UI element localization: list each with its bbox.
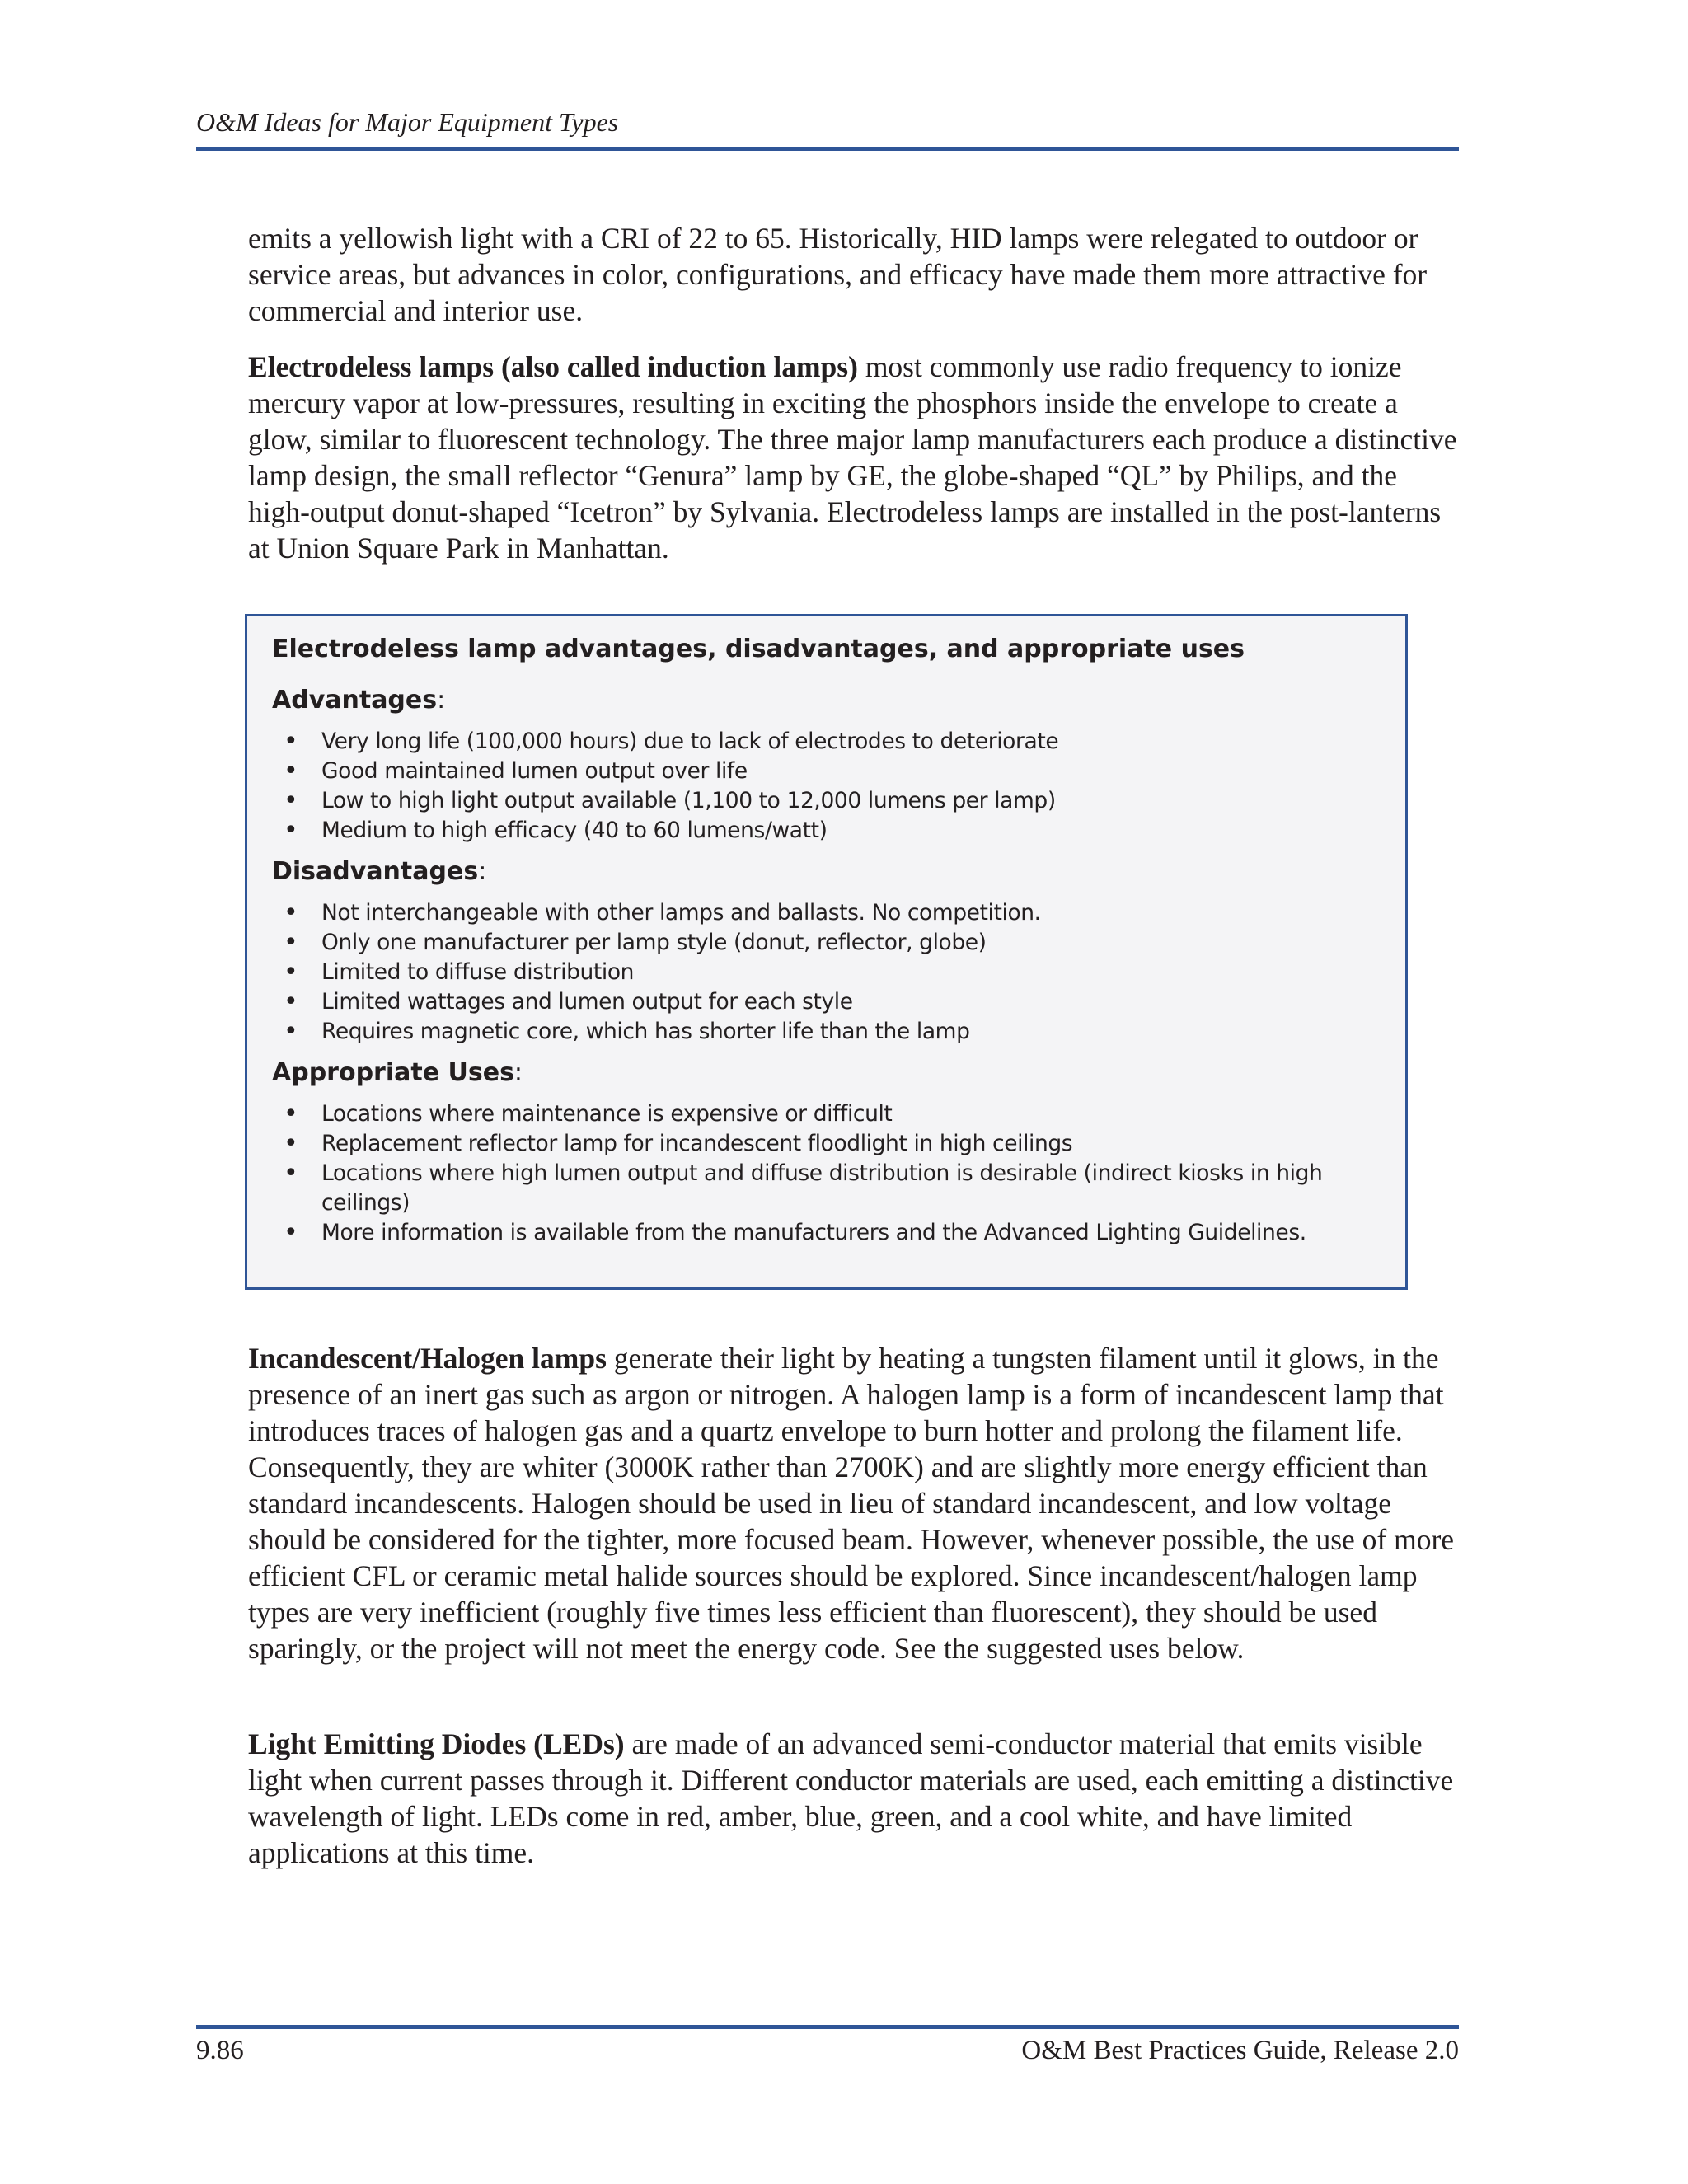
footer-rule [196, 2025, 1459, 2029]
list-item: • Limited to diffuse distribution [272, 958, 1381, 987]
disadvantages-list [272, 898, 1381, 1047]
appropriate-uses-list [272, 1099, 1381, 1248]
appropriate-uses-heading: Appropriate Uses: [272, 1058, 523, 1087]
list-item: • More information is available from the manufacturers and the Advanced Lighting Guidelines. [272, 1218, 1381, 1248]
list-item: • Low to high light output available (1,100 to 12,000 lumens per lamp) [272, 786, 1381, 816]
list-item: • Locations where maintenance is expensive or difficult [272, 1099, 1381, 1129]
callout-title: Electrodeless lamp advantages, disadvantages, and appropriate uses [272, 635, 1245, 663]
paragraph-leds [248, 1726, 1460, 1871]
list-item: • Very long life (100,000 hours) due to lack of electrodes to deteriorate [272, 727, 1381, 757]
list-item: • Replacement reflector lamp for incandescent floodlight in high ceilings [272, 1129, 1381, 1159]
paragraph-hid-continuation [248, 220, 1460, 329]
list-item: • Not interchangeable with other lamps and ballasts. No competition. [272, 898, 1381, 928]
paragraph-text: are made of an advanced semi-conductor material that emits visible light when current passes through it. Different conductor materials are used, each emitting a distinctive wavelength of light. LEDs come in red, amber, blue, green, and a cool white, and have limited applications at this time. [248, 1727, 1454, 1869]
list-item: • Good maintained lumen output over life [272, 757, 1381, 786]
paragraph-incandescent-halogen [248, 1340, 1460, 1666]
disadvantages-heading: Disadvantages: [272, 857, 487, 886]
running-header: O&M Ideas for Major Equipment Types [196, 107, 619, 137]
list-item: • Medium to high efficacy (40 to 60 lumens/watt) [272, 816, 1381, 846]
list-item: • Requires magnetic core, which has shorter life than the lamp [272, 1017, 1381, 1047]
advantages-list [272, 727, 1381, 846]
paragraph-text: emits a yellowish light with a CRI of 22 to 65. Historically, HID lamps were relegated to outdoor or service areas, but advances in color, configurations, and efficacy have made them more attractive for commercial and interior use. [248, 222, 1428, 327]
paragraph-electrodeless [248, 349, 1460, 566]
list-item: • Locations where high lumen output and diffuse distribution is desirable (indirect kiosks in high ceilings) [272, 1159, 1381, 1218]
page-number: 9.86 [196, 2036, 244, 2065]
list-item: • Limited wattages and lumen output for each style [272, 987, 1381, 1017]
paragraph-lead: Incandescent/Halogen lamps [248, 1342, 607, 1375]
paragraph-lead: Electrodeless lamps (also called induction lamps) [248, 350, 858, 383]
header-rule [196, 147, 1459, 151]
paragraph-text: most commonly use radio frequency to ionize mercury vapor at low-pressures, resulting in exciting the phosphors inside the envelope to create a glow, similar to fluorescent technology. The three major lamp manufacturers each produce a distinctive lamp design, the small reflector “Genura” lamp by GE, the globe-shaped “QL” by Philips, and the high-output donut-shaped “Icetron” by Sylvania. Electrodeless lamps are installed in the post-lanterns at Union Square Park in Manhattan. [248, 350, 1457, 565]
paragraph-text: generate their light by heating a tungsten filament until it glows, in the presence of an inert gas such as argon or nitrogen. A halogen lamp is a form of incandescent lamp that introduces traces of halogen gas and a quartz envelope to burn hotter and prolong the filament life. Consequently, they are whiter (3000K rather than 2700K) and are slightly more energy efficient than standard incandescents. Halogen should be used in lieu of standard incandescent, and low voltage should be considered for the tighter, more focused beam. However, whenever possible, the use of more efficient CFL or ceramic metal halide sources should be explored. Since incandescent/halogen lamp types are very inefficient (roughly five times less efficient than fluorescent), they should be used sparingly, or the project will not meet the energy code. See the suggested uses below. [248, 1342, 1455, 1665]
advantages-heading: Advantages: [272, 686, 446, 715]
electrodeless-callout-box [245, 614, 1408, 1290]
list-item: • Only one manufacturer per lamp style (donut, reflector, globe) [272, 928, 1381, 958]
paragraph-lead: Light Emitting Diodes (LEDs) [248, 1727, 625, 1760]
footer-title: O&M Best Practices Guide, Release 2.0 [1021, 2036, 1459, 2065]
